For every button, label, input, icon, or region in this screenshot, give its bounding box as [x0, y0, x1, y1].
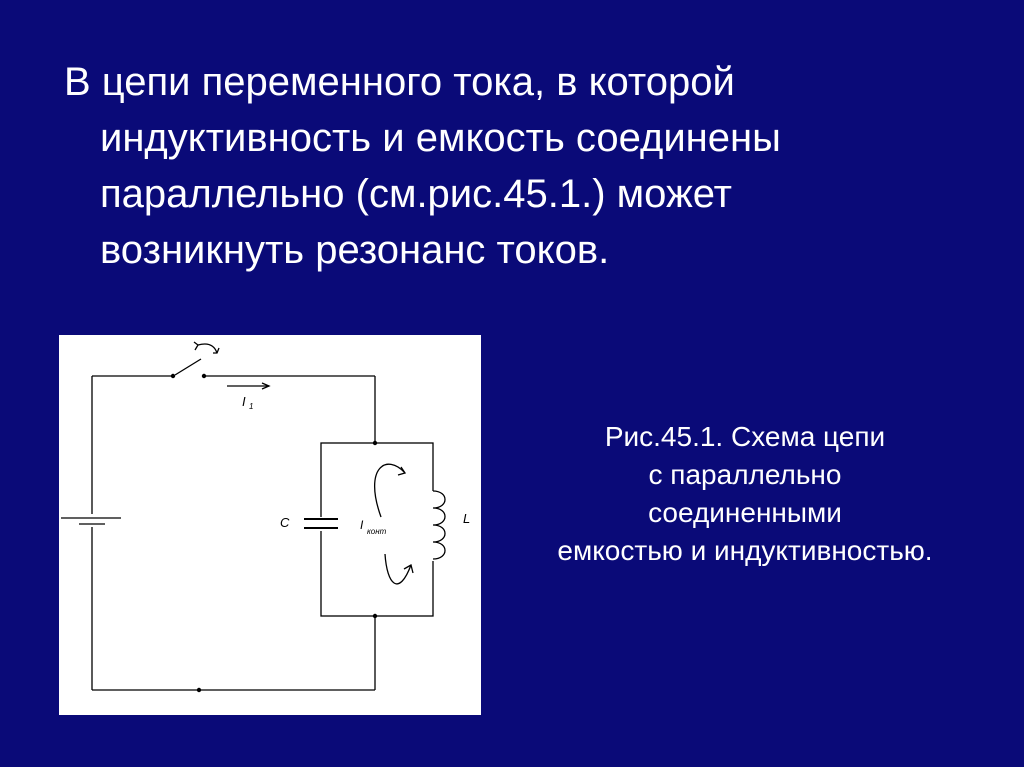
loop-current-arrow-bottom — [385, 554, 411, 584]
switch-contact-left — [171, 374, 175, 378]
caption-line-1: Рис.45.1. Схема цепи — [604, 421, 886, 452]
switch-action-arrow — [198, 344, 217, 353]
circuit-figure — [59, 335, 481, 715]
inductor-label: L — [463, 511, 471, 526]
current-label: I — [242, 394, 246, 409]
junction-bottom-wire — [197, 688, 201, 692]
figure-caption — [500, 418, 990, 570]
switch-contact-right — [202, 374, 206, 378]
circuit-diagram — [59, 335, 481, 715]
junction-top — [373, 441, 377, 445]
capacitor-label: C — [280, 515, 290, 530]
body-line-3: параллельно (см.рис.45.1.) может — [100, 172, 732, 216]
current-label-sub: 1 — [249, 402, 254, 411]
junction-bottom — [373, 614, 377, 618]
body-text — [64, 54, 964, 278]
body-line-2: индуктивность и емкость соединены — [100, 116, 781, 160]
body-line-4: возникнуть резонанс токов. — [100, 228, 610, 272]
caption-line-3: соединенными — [648, 497, 842, 528]
loop-current-label-sub: конт — [367, 527, 387, 536]
loop-current-arrow-top — [375, 464, 405, 517]
switch-blade — [175, 359, 201, 375]
loop-current-label: I — [360, 518, 364, 532]
caption-line-2: с параллельно — [648, 459, 842, 490]
body-line-1: В цепи переменного тока, в которой — [64, 60, 735, 104]
caption-line-4: емкостью и индуктивностью. — [557, 535, 933, 566]
